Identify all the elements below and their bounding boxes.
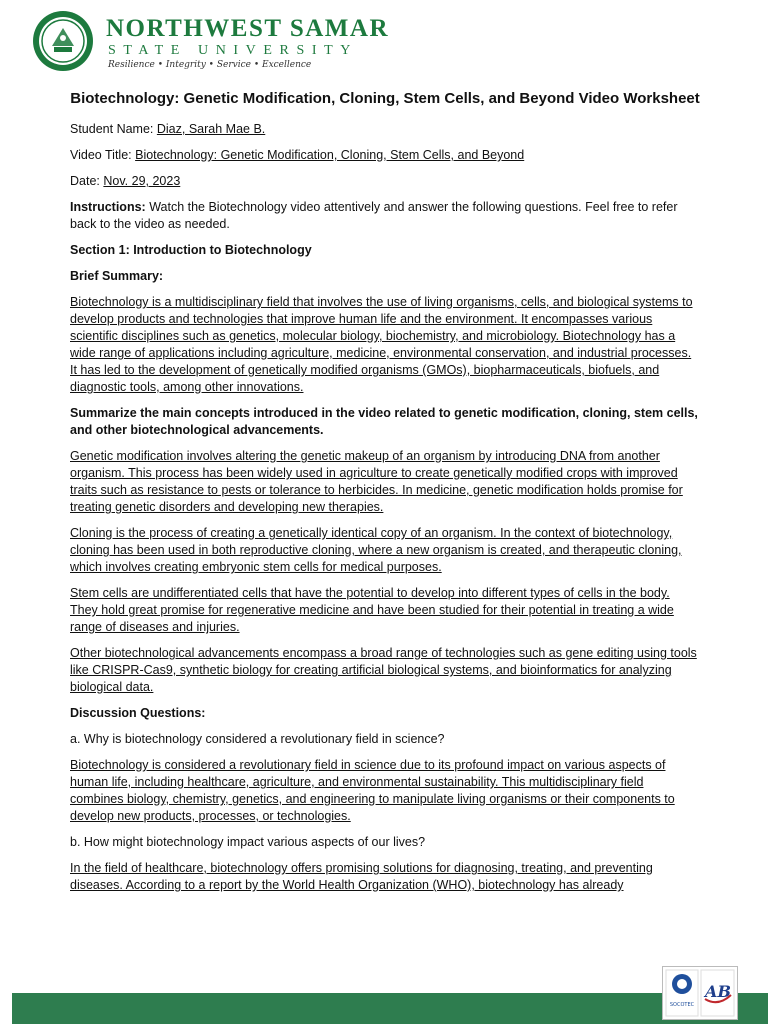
video-title-value: Biotechnology: Genetic Modification, Cloning, Stem Cells, and Beyond	[135, 148, 525, 162]
student-name-label: Student Name:	[70, 122, 154, 136]
date-line	[70, 173, 700, 190]
date-label: Date:	[70, 174, 100, 188]
university-motto: Resilience • Integrity • Service • Excellence	[108, 60, 312, 70]
worksheet-content	[70, 88, 700, 903]
answer-a: Biotechnology is considered a revolutionary field in science due to its profound impact on various aspects of human life, including healthcare, agriculture, and environmental sustainability. This multidisciplinary field combines biology, chemistry, genetics, and engineering to manipulate living organisms or their components to develop new products, processes, or technologies.	[70, 758, 675, 823]
video-title-label: Video Title:	[70, 148, 132, 162]
instructions-text: Watch the Biotechnology video attentively and answer the following questions. Feel free to refer back to the video as needed.	[70, 200, 678, 231]
certification-logo-icon	[663, 967, 737, 1019]
answer-b: In the field of healthcare, biotechnology offers promising solutions for diagnosing, treating, and preventing diseases. According to a report by the World Health Organization (WHO), biotechnology has already	[70, 861, 653, 892]
date-value: Nov. 29, 2023	[103, 174, 181, 188]
brief-summary-label: Brief Summary:	[70, 269, 164, 283]
university-seal-icon	[32, 10, 94, 72]
concept-cloning: Cloning is the process of creating a genetically identical copy of an organism. In the context of biotechnology, cloning has been used in both reproductive cloning, where a new organism is created, and therapeutic cloning, which involves creating embryonic stem cells for medical purposes.	[70, 526, 682, 574]
instructions	[70, 199, 700, 233]
university-name: NORTHWEST SAMAR	[106, 15, 390, 42]
question-a: a. Why is biotechnology considered a revolutionary field in science?	[70, 732, 445, 746]
worksheet-title: Biotechnology: Genetic Modification, Cloning, Stem Cells, and Beyond Video Worksheet	[70, 90, 700, 107]
cert-badge-1-text: SOCOTEC	[669, 1002, 695, 1008]
brief-summary-text: Biotechnology is a multidisciplinary field that involves the use of living organisms, cells, and biological systems to develop products and technologies that improve human life and the environment. It encompasses various scientific disciplines such as genetics, molecular biology, biochemistry, and microbiology. Biotechnology has a wide range of applications including agriculture, medicine, environmental conservation, and industrial processes. It has led to the development of genetically modified organisms (GMOs), biopharmaceuticals, biofuels, and diagnostic tools, among other innovations.	[70, 295, 693, 394]
concept-other-advancements: Other biotechnological advancements encompass a broad range of technologies such as gene editing using tools like CRISPR-Cas9, synthetic biology for creating artificial biological systems, and bioinformatics for analyzing biological data.	[70, 646, 697, 694]
section-1-heading: Section 1: Introduction to Biotechnology	[70, 243, 312, 257]
question-b: b. How might biotechnology impact various aspects of our lives?	[70, 835, 426, 849]
footer-bar	[12, 993, 768, 1024]
instructions-label: Instructions:	[70, 200, 146, 214]
student-name-value: Diaz, Sarah Mae B.	[156, 122, 266, 136]
student-name-line	[70, 121, 700, 138]
university-subtitle: STATE UNIVERSITY	[108, 43, 358, 58]
video-title-line	[70, 147, 700, 164]
discussion-heading: Discussion Questions:	[70, 706, 206, 720]
summarize-prompt: Summarize the main concepts introduced in the video related to genetic modification, cloning, stem cells, and other biotechnological advancements.	[70, 406, 698, 437]
university-header	[32, 10, 452, 70]
certification-badges	[662, 966, 738, 1020]
cert-badge-2-text: AB	[705, 982, 731, 1001]
concept-stem-cells: Stem cells are undifferentiated cells that have the potential to develop into different types of cells in the body. They hold great promise for regenerative medicine and have been studied for their potential in treating a wide range of diseases and injuries.	[70, 586, 674, 634]
concept-genetic-modification: Genetic modification involves altering the genetic makeup of an organism by introducing DNA from another organism. This process has been widely used in agriculture to create genetically modified crops with improved traits such as resistance to pests or tolerance to herbicides. In medicine, genetic modification holds promise for treating genetic disorders and developing new therapies.	[70, 449, 683, 514]
